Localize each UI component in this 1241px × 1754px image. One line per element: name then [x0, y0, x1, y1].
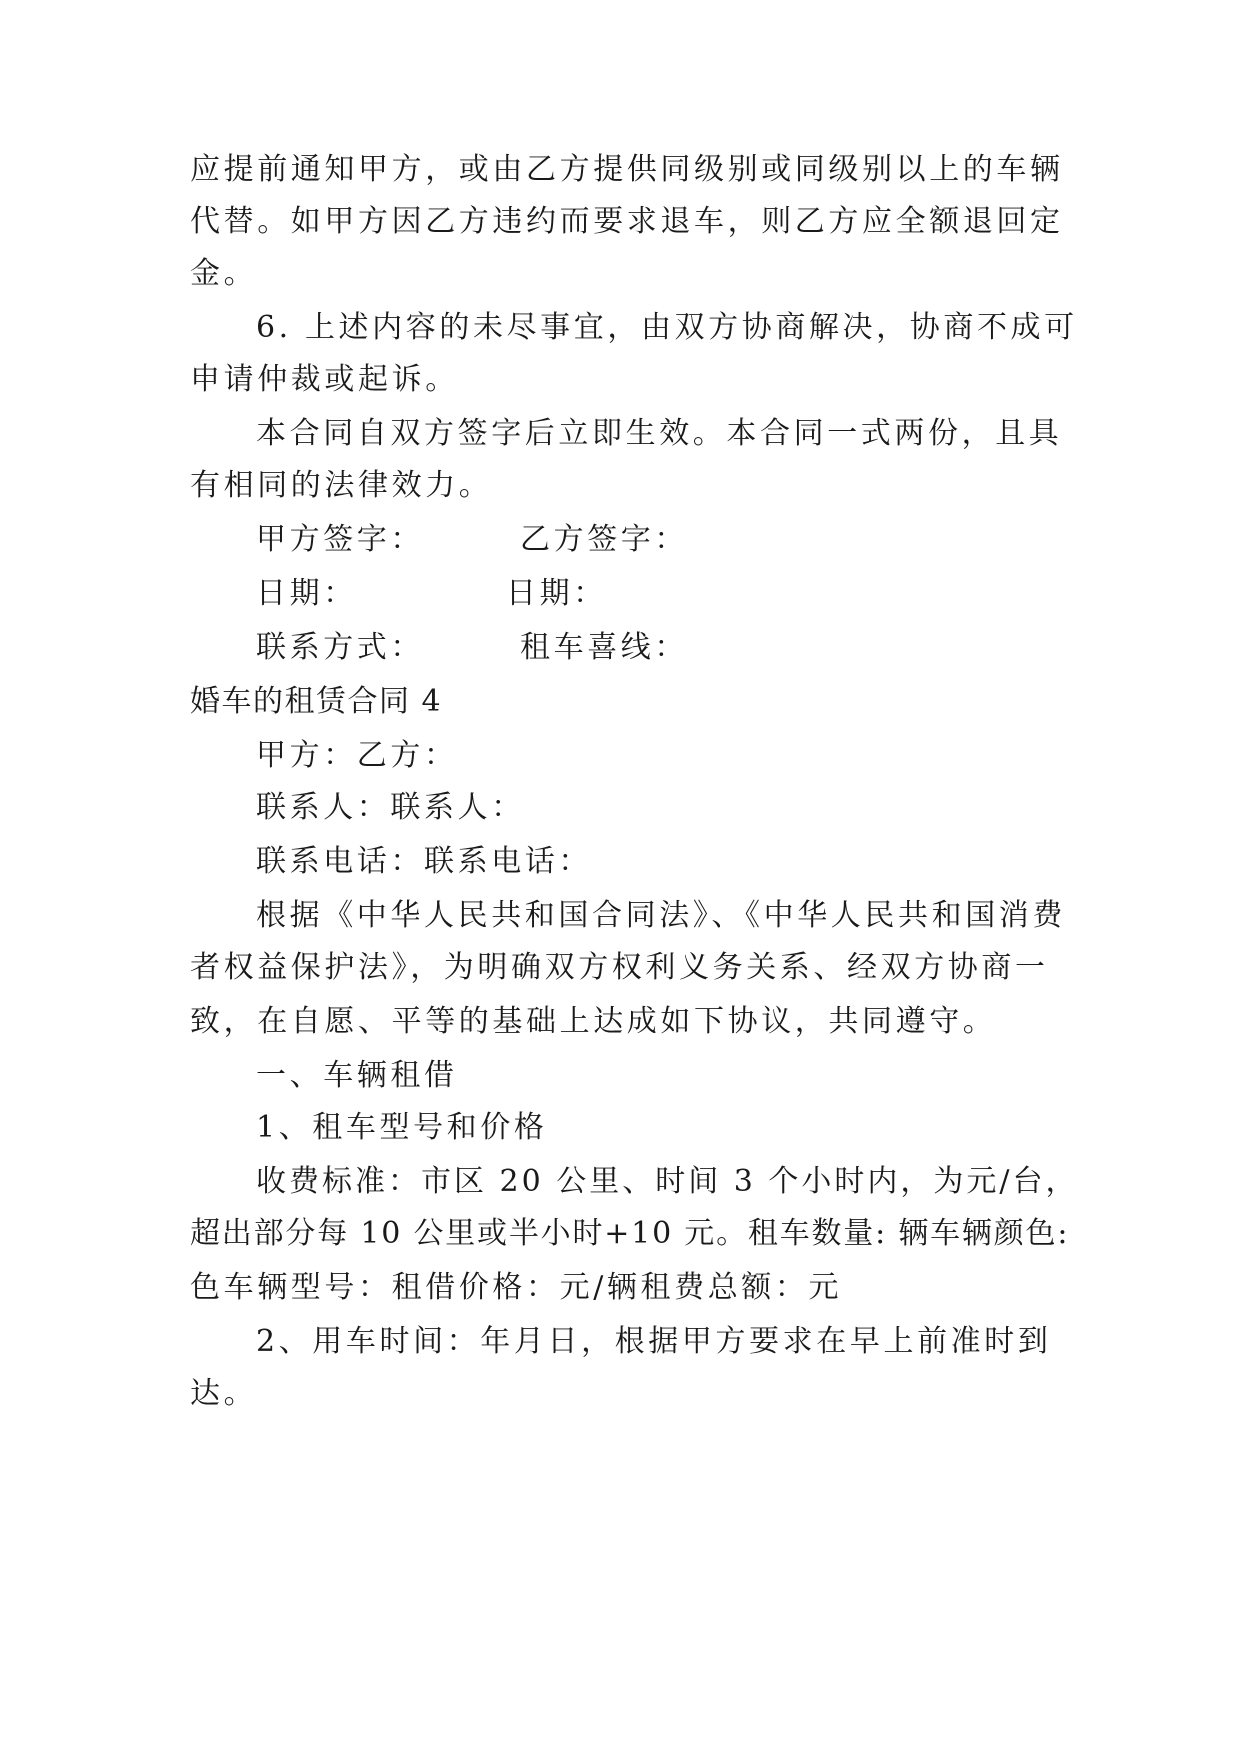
effect-clause-line: 有相同的法律效力。 — [190, 468, 493, 503]
basis-line: 致，在自愿、平等的基础上达成如下协议，共同遵守。 — [190, 1004, 997, 1039]
effect-clause-line: 本合同自双方签字后立即生效。本合同一式两份，且具 — [256, 416, 1063, 451]
item-2-line: 2、用车时间：年月日，根据甲方要求在早上前准时到 — [256, 1324, 1052, 1359]
clause-6-line: 6. 上述内容的未尽事宜，由双方协商解决，协商不成可 — [256, 310, 1078, 345]
fee-line: 色车辆型号：租借价格：元/辆租费总额：元 — [190, 1270, 843, 1305]
phones-line: 联系电话：联系电话： — [256, 844, 592, 879]
date-a-label: 日期： — [256, 576, 357, 611]
basis-line: 根据《中华人民共和国合同法》、《中华人民共和国消费 — [256, 898, 1066, 933]
basis-line: 者权益保护法》，为明确双方权利义务关系、经双方协商一 — [190, 950, 1049, 985]
clause-6-line: 申请仲裁或起诉。 — [190, 362, 459, 397]
paragraph-line: 应提前通知甲方，或由乙方提供同级别或同级别以上的车辆 — [190, 152, 1064, 187]
contacts-line: 联系人：联系人： — [256, 790, 525, 825]
paragraph-line: 代替。如甲方因乙方违约而要求退车，则乙方应全额退回定 — [190, 204, 1064, 239]
fee-line: 收费标准：市区 20 公里、时间 3 个小时内，为元/台， — [256, 1164, 1079, 1199]
item-2-line: 达。 — [190, 1376, 258, 1411]
contract-title: 婚车的租赁合同 4 — [190, 684, 443, 719]
contact-method-label: 联系方式： — [256, 630, 424, 665]
parties-line: 甲方：乙方： — [256, 738, 458, 773]
item-heading: 1、租车型号和价格 — [256, 1110, 548, 1145]
date-b-label: 日期： — [506, 576, 607, 611]
party-b-sign-label: 乙方签字： — [520, 522, 688, 557]
hotline-label: 租车喜线： — [520, 630, 688, 665]
paragraph-line: 金。 — [190, 256, 258, 291]
party-a-sign-label: 甲方签字： — [256, 522, 424, 557]
section-heading: 一、车辆租借 — [256, 1058, 458, 1093]
fee-line: 超出部分每 10 公里或半小时+10 元。租车数量: 辆车辆颜色: — [190, 1216, 1070, 1251]
